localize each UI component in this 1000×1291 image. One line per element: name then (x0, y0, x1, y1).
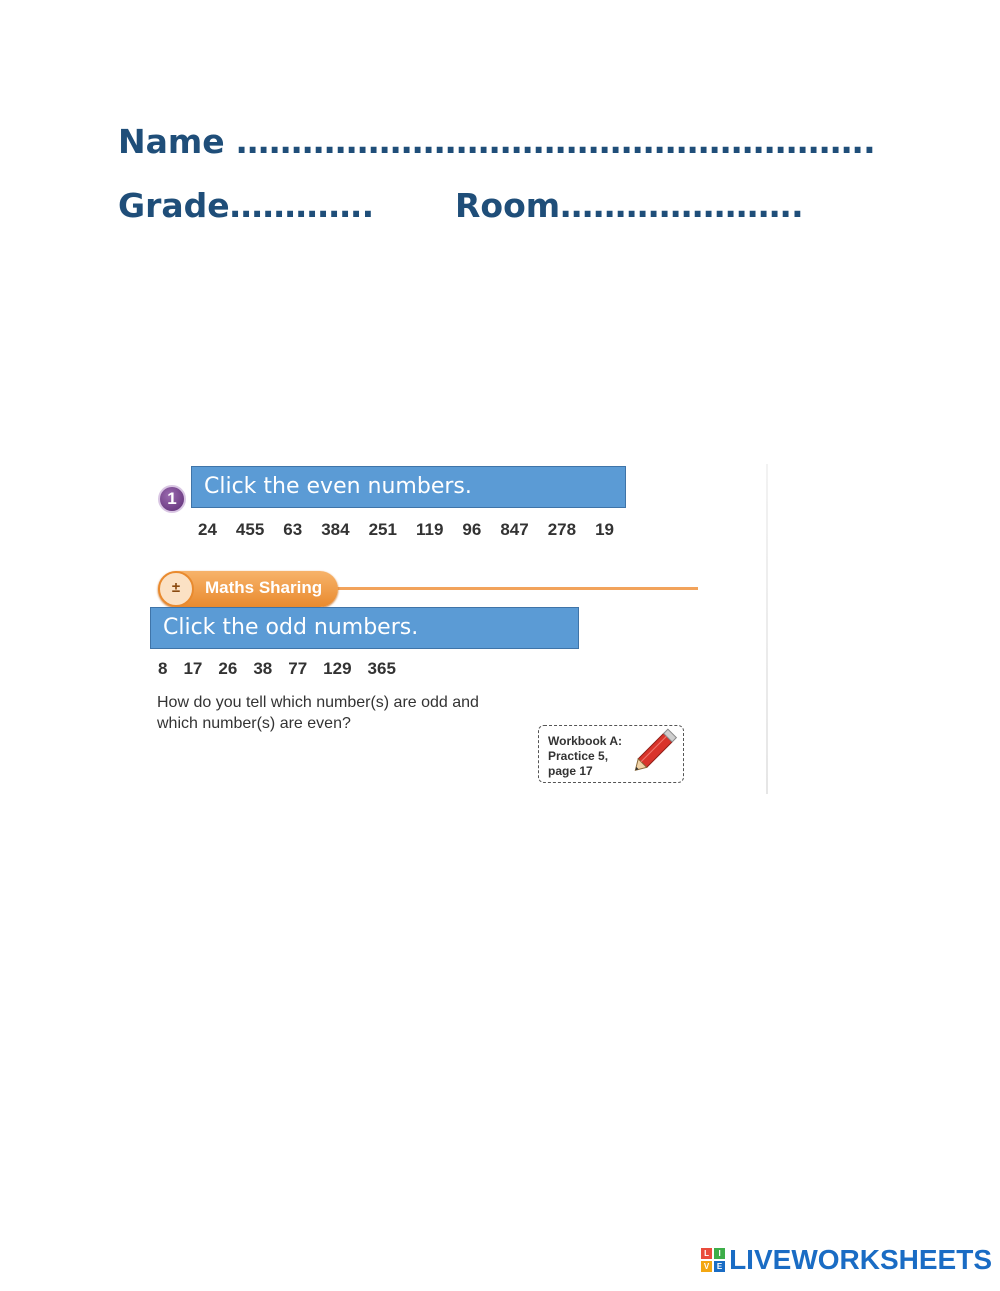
odd-instruction: Click the odd numbers. (150, 607, 579, 649)
number-option[interactable]: 8 (158, 659, 168, 678)
page-edge (766, 464, 768, 794)
number-option[interactable]: 384 (321, 520, 350, 539)
section-divider (326, 587, 698, 590)
number-option[interactable]: 365 (367, 659, 396, 678)
number-option[interactable]: 77 (288, 659, 308, 678)
odd-number-list (158, 659, 412, 679)
even-instruction: Click the even numbers. (191, 466, 626, 508)
liveworksheets-logo (701, 1244, 992, 1276)
workbook-text (548, 734, 628, 779)
question-number-badge: 1 (158, 485, 186, 513)
workbook-line: Practice 5, (548, 749, 609, 763)
logo-letter: E (714, 1261, 725, 1272)
plus-minus-icon: ± (158, 571, 194, 607)
logo-letter: V (701, 1261, 712, 1272)
workbook-line: Workbook A: (548, 734, 622, 748)
logo-letter: I (714, 1248, 725, 1259)
question-text: How do you tell which number(s) are odd and which number(s) are even? (157, 694, 479, 732)
number-option[interactable]: 278 (547, 520, 577, 539)
number-option[interactable]: 24 (198, 520, 217, 539)
logo-letter: L (701, 1248, 712, 1259)
number-option[interactable]: 38 (253, 659, 273, 678)
number-option[interactable]: 251 (368, 520, 397, 539)
section-title: Maths Sharing (205, 578, 323, 597)
maths-sharing-badge (158, 571, 338, 607)
number-option[interactable]: 455 (235, 520, 265, 539)
number-option[interactable]: 129 (323, 659, 352, 678)
even-number-list (198, 520, 633, 540)
workbook-reference (538, 725, 684, 783)
number-option[interactable]: 847 (500, 520, 529, 539)
logo-mark-icon (701, 1248, 725, 1272)
number-option[interactable]: 63 (283, 520, 303, 539)
grade-line: Grade…………. (118, 186, 375, 225)
number-option[interactable]: 26 (218, 659, 238, 678)
room-line: Room…………………. (455, 186, 804, 225)
textbook-excerpt (150, 460, 768, 800)
logo-text: LIVEWORKSHEETS (729, 1244, 992, 1275)
pencil-icon (627, 718, 689, 780)
number-option[interactable]: 17 (183, 659, 203, 678)
number-option[interactable]: 96 (462, 520, 482, 539)
number-option[interactable]: 119 (415, 520, 444, 539)
number-option[interactable]: 19 (595, 520, 614, 539)
name-line: Name …………………………………………………. (118, 122, 876, 161)
workbook-line: page 17 (548, 764, 593, 778)
